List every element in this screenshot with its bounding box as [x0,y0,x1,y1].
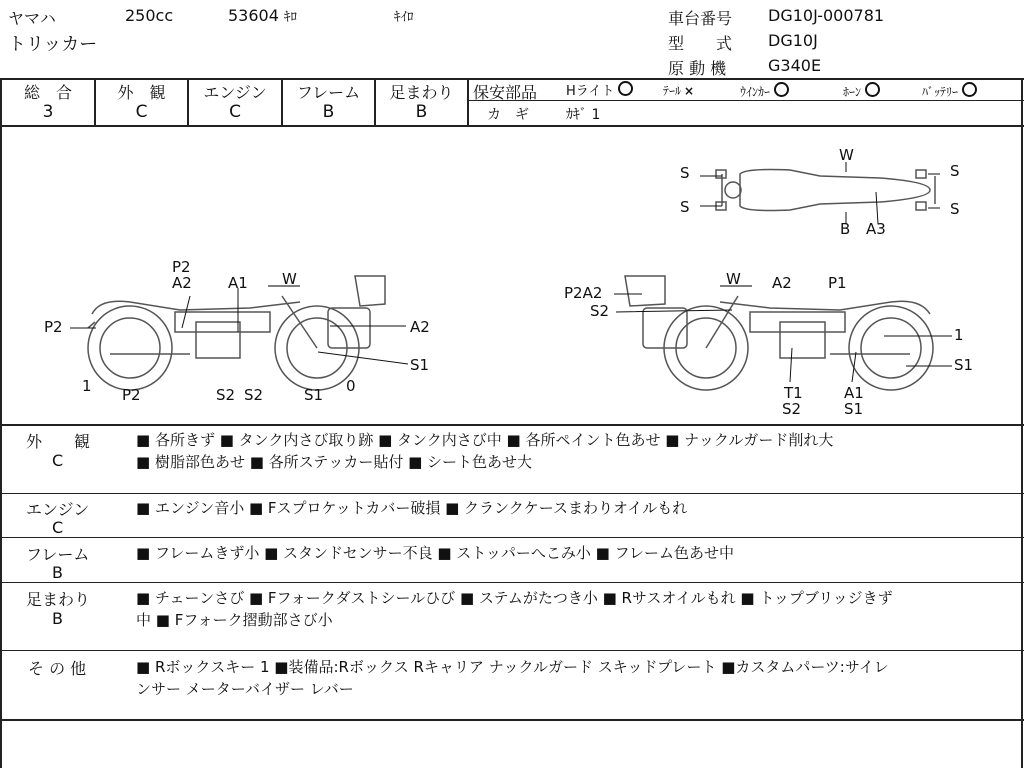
diagram-label: A1 [228,274,248,292]
safety-headlight: Hライト [566,80,633,99]
safety-battery: ﾊﾞｯﾃﾘｰ [922,82,977,100]
divider [0,582,1024,583]
note-grade: B [52,563,63,582]
diagram-label: A1 [844,384,864,402]
color: ｷｲﾛ [394,10,414,25]
diagram-label: S2 [590,302,610,320]
ok-circle-icon [865,82,880,97]
diagram-label: S [680,198,690,216]
note-text: ■ フレームきず小 ■ スタンドセンサー不良 ■ ストッパーへこみ小 ■ フレーム色あせ中 [136,544,734,562]
safety-horn: ﾎｰﾝ [843,82,880,100]
divider [0,493,1024,494]
note-label: エンジン [26,500,90,519]
damage-diagram [0,126,1024,424]
diagram-label: S1 [304,386,324,404]
suspension-score: B [415,102,428,122]
frame-number-label: 車台番号 [668,9,733,28]
diagram-label: 1 [954,326,964,344]
overall-score: 3 [42,102,54,122]
frame-score: B [322,102,335,122]
top-view-bike [716,170,935,211]
diagram-label: S1 [844,400,864,418]
diagram-label: B [840,220,851,238]
note-grade: B [52,609,63,628]
diagram-label: S2 [216,386,236,404]
exterior-score: C [135,102,148,122]
engine-label: エンジン [203,83,267,102]
diagram-label: P1 [828,274,847,292]
note-label: 足まわり [26,590,91,609]
model-name: トリッカー [8,34,98,55]
note-grade: C [52,518,64,537]
engine-score: C [229,102,241,122]
diagram-label: S [680,164,690,182]
diagram-label: S2 [782,400,802,418]
safety-winker: ｳｲﾝｶｰ [740,82,789,100]
divider [0,650,1024,651]
displacement: 250cc [125,6,174,25]
diagram-label: A2 [772,274,792,292]
diagram-label: S1 [954,356,974,374]
mileage-unit: ｷﾛ [284,10,297,25]
note-text: ■ エンジン音小 ■ Fスプロケットカバー破損 ■ クランクケースまわりオイルもれ [136,499,688,517]
type-label: 型 式 [668,34,733,53]
note-text: 中 ■ Fフォーク摺動部さび小 [136,611,333,629]
left-view-bike [88,276,385,390]
divider [467,78,469,126]
diagram-label: P2 [122,386,141,404]
frame-label: フレーム [296,83,361,102]
diagram-label: A2 [410,318,430,336]
maker: ヤマハ [8,9,56,28]
ng-cross-icon: × [684,84,695,98]
mileage-value: 53604 [228,6,279,25]
key-value: ｶｷﾞ 1 [566,107,601,123]
diagram-label: S [950,162,960,180]
note-text: ■ 各所きず ■ タンク内さび取り跡 ■ タンク内さび中 ■ 各所ペイント色あせ ■ ナックルガード削れ大 [136,431,834,449]
divider [0,537,1024,538]
diagram-label: 1 [82,377,92,395]
diagram-label: P2A2 [564,284,603,302]
frame-number: DG10J-000781 [768,6,885,25]
suspension-label: 足まわり [389,83,454,102]
diagram-label: 0 [346,377,356,395]
note-text: ■ Rボックスキー 1 ■装備品:Rボックス Rキャリア ナックルガード スキッドプレート ■カスタムパーツ:サイレ [136,658,889,676]
note-text: ■ チェーンさび ■ Fフォークダストシールひび ■ ステムがたつき小 ■ Rサスオイルもれ ■ トップブリッジきず [136,589,893,607]
note-text: ンサー メーターバイザー レバー [136,680,354,698]
ok-circle-icon [618,81,633,96]
note-text: ■ 樹脂部色あせ ■ 各所ステッカー貼付 ■ シート色あせ大 [136,453,533,471]
divider [0,719,1024,721]
diagram-label: A3 [866,220,886,238]
overall-label: 総 合 [23,83,72,102]
diagram-label: A2 [172,274,192,292]
engine-model-label: 原 動 機 [668,59,727,78]
diagram-label: W [839,146,854,164]
safety-parts-label: 保安部品 [473,83,538,102]
diagram-label: W [282,270,297,288]
divider [468,100,1024,101]
note-label: そ の 他 [28,659,87,678]
safety-parts-row [473,80,537,103]
key-label: カ ギ [487,107,529,123]
note-grade: C [52,451,64,470]
divider [0,424,1024,426]
ok-circle-icon [962,82,977,97]
diagram-label: P2 [172,258,191,276]
right-view-bike [625,276,933,390]
note-label: 外 観 [26,432,91,451]
engine-model-value: G340E [768,56,822,75]
diagram-label: W [726,270,741,288]
type-value: DG10J [768,31,818,50]
note-label: フレーム [26,545,90,564]
safety-tail: ﾃｰﾙ × [663,84,695,98]
diagram-label: P2 [44,318,63,336]
diagram-label: S1 [410,356,430,374]
diagram-labels [44,146,973,418]
exterior-label: 外 観 [117,83,166,102]
mileage [228,6,297,25]
diagram-label: S2 [244,386,264,404]
diagram-label: T1 [784,384,803,402]
ok-circle-icon [774,82,789,97]
diagram-label: S [950,200,960,218]
